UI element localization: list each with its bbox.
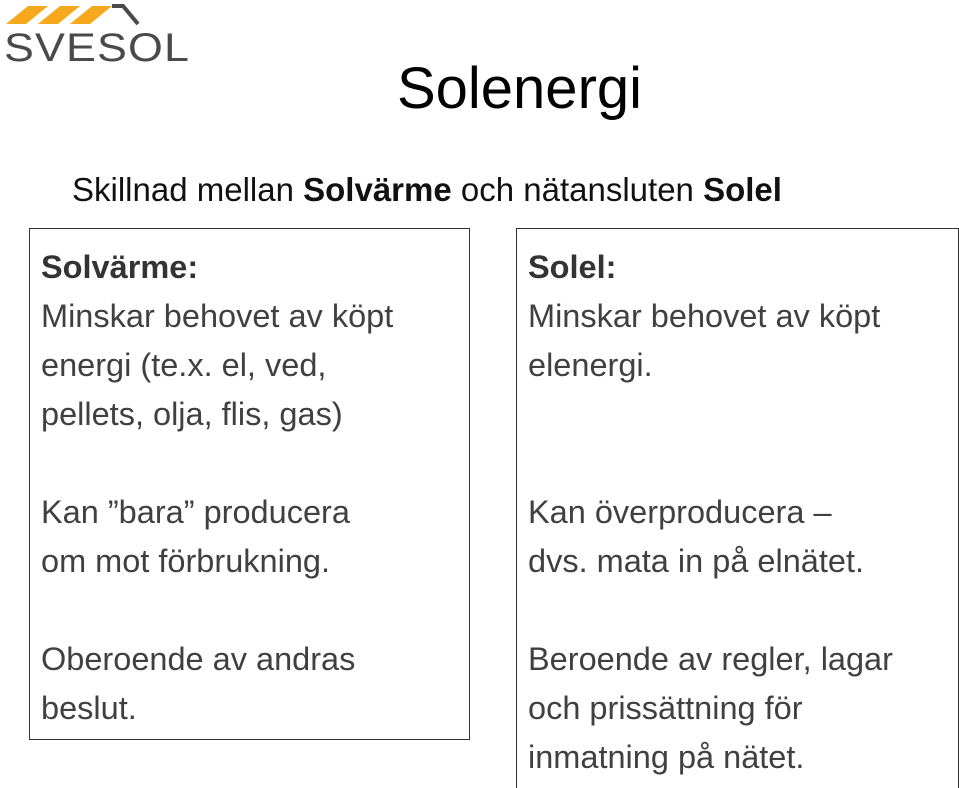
solvarme-para1-line2: energi (te.x. el, ved, [41,347,327,383]
spacer [528,586,958,635]
solel-para3-line2: och prissättning för [528,690,803,726]
solel-box [516,228,959,788]
solvarme-para2-line2: om mot förbrukning. [41,543,331,579]
subtitle-term-solel: Solel [703,171,782,208]
solvarme-para3-line2: beslut. [41,690,137,726]
solvarme-para3-line1: Oberoende av andras [41,641,356,677]
solvarme-para2-line1: Kan ”bara” producera [41,494,350,530]
spacer [41,586,469,635]
logo-wordmark: SVESOL [4,26,191,70]
solel-heading: Solel: [528,249,617,285]
subtitle [72,168,782,212]
page-title: Solenergi [396,56,643,121]
subtitle-middle: och nätansluten [451,171,704,208]
solvarme-heading: Solvärme: [41,249,199,285]
solel-para2-line1: Kan överproducera – [528,494,832,530]
spacer [528,390,958,439]
solvarme-para1-line1: Minskar behovet av köpt [41,298,394,334]
solvarme-para1-line3: pellets, olja, flis, gas) [41,396,343,432]
spacer [528,439,958,488]
spacer [41,439,469,488]
solel-para1-line2: elenergi. [528,347,653,383]
solel-para1-line1: Minskar behovet av köpt [528,298,881,334]
subtitle-prefix: Skillnad mellan [72,171,304,208]
solel-para3-line1: Beroende av regler, lagar [528,641,893,677]
subtitle-term-solvarme: Solvärme [303,171,452,208]
solvarme-box [29,228,470,740]
solel-para2-line2: dvs. mata in på elnätet. [528,543,865,579]
solel-para3-line3: inmatning på nätet. [528,739,805,775]
